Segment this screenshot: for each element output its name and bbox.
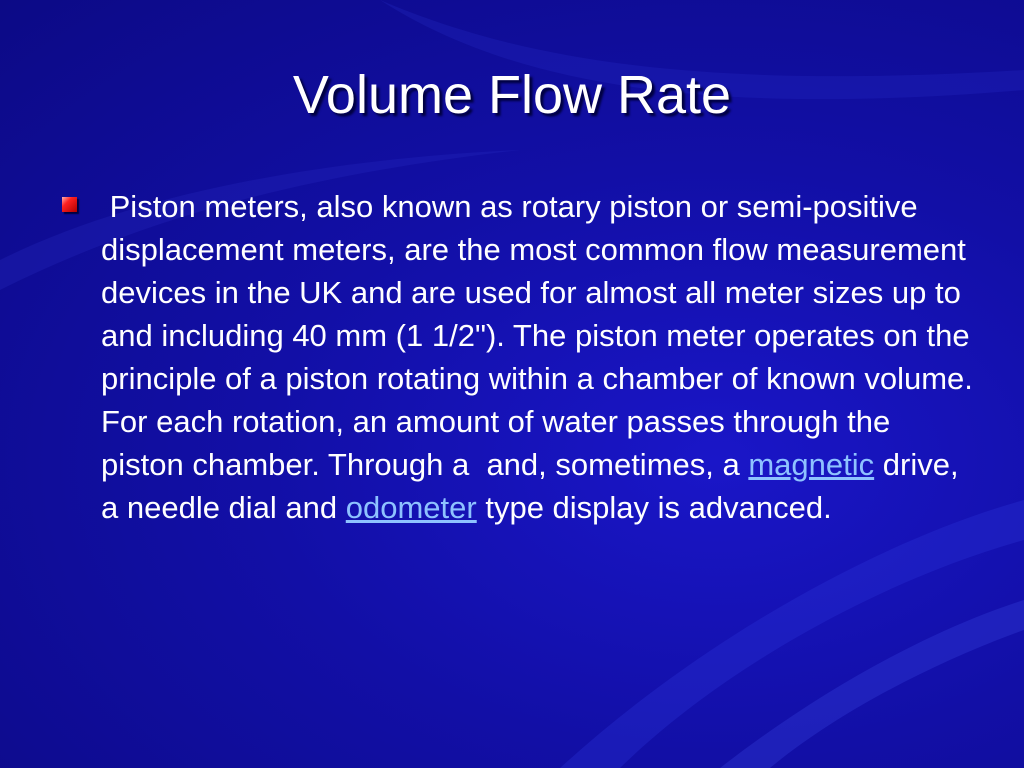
slide-title: Volume Flow Rate xyxy=(292,65,732,125)
magnetic-link[interactable]: magnetic xyxy=(748,447,875,482)
bullet-text xyxy=(101,185,981,529)
odometer-link[interactable]: odometer xyxy=(345,490,477,525)
bullet-text-part-2: drive, a needle dial and xyxy=(101,447,968,525)
bullet-text-part-1: Piston meters, also known as rotary piston or semi-positive displacement meters, are the most common flow measurement devices in the UK and are used for almost all meter sizes up to and including 40 mm (1 1/2"). The piston meter operates on the principle of a piston rotating within a chamber of known volume. For each rotation, an amount of water passes through the piston chamber. Through a and, sometimes, a xyxy=(101,189,982,482)
bullet-text-part-3: type display is advanced. xyxy=(476,490,832,525)
red-square-bullet-icon xyxy=(62,197,77,212)
